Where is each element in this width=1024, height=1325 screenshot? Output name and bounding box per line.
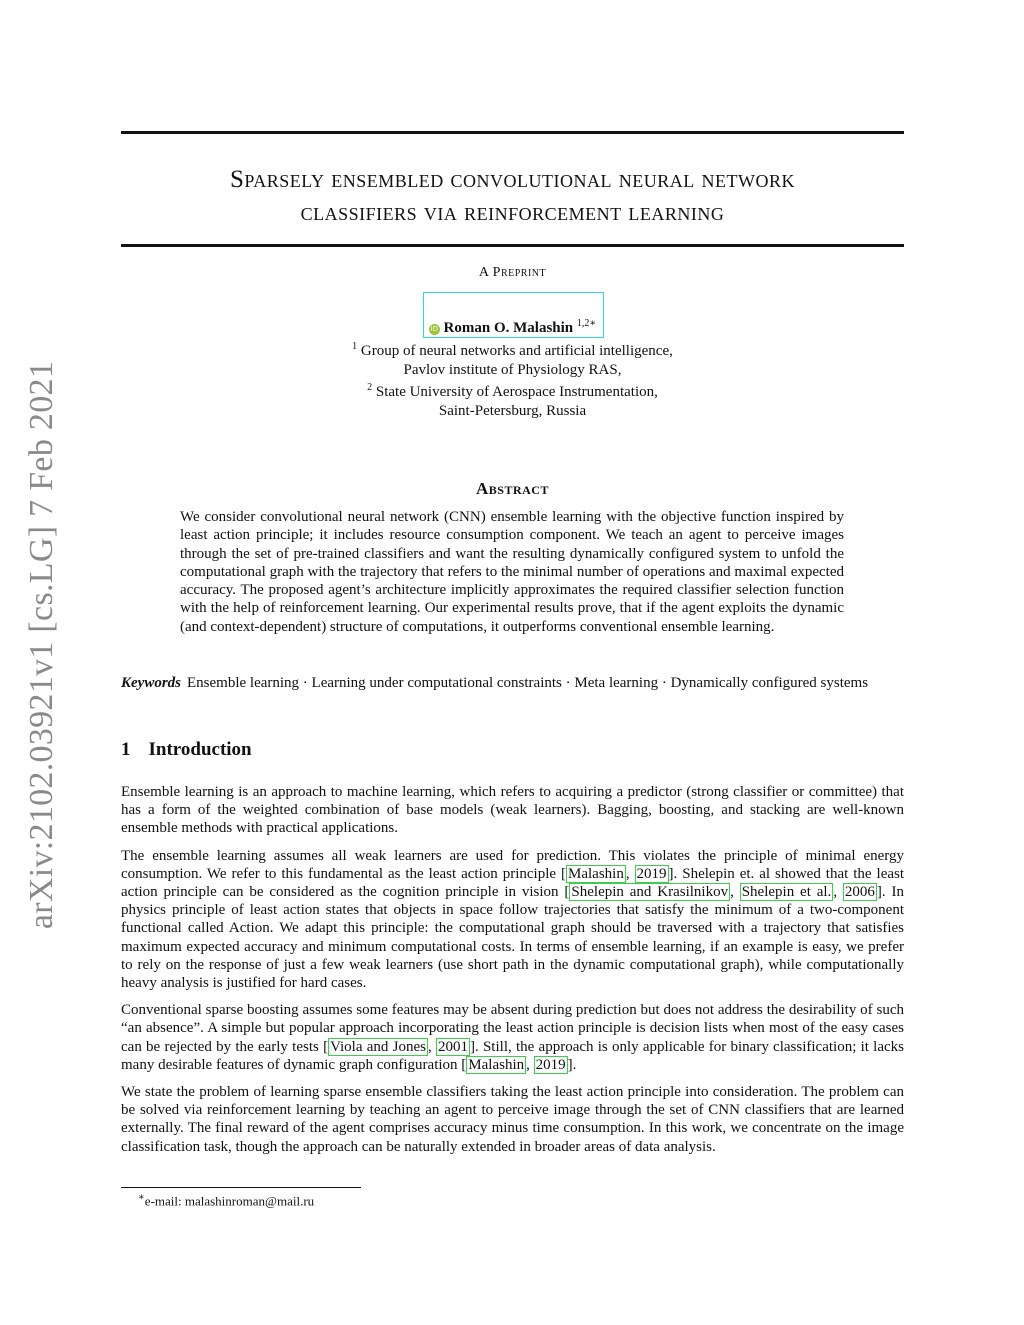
orcid-icon[interactable]: iD bbox=[430, 325, 438, 333]
paragraph: We state the problem of learning sparse ensemble classifiers taking the least action principle into consideration. The problem can be solved via reinforcement learning by teaching an agent to perceive image through the set of CNN classifiers that are learned externally. The final reward of the agent comprises accuracy minus time consumption. In this work, we concentrate on the image classification task, though the approach can be naturally extended in broader areas of data analysis. bbox=[121, 1084, 904, 1155]
author-line bbox=[121, 318, 904, 337]
text-run: ]. bbox=[567, 1056, 577, 1073]
author-affil-marks: 1,2 bbox=[576, 318, 590, 329]
citation-link[interactable]: 2019 bbox=[636, 865, 667, 882]
section-heading bbox=[121, 739, 252, 761]
keywords-text: Ensemble learning · Learning under computational constraints · Meta learning · Dynamically configured systems bbox=[187, 675, 869, 691]
citation-link[interactable]: Malashin bbox=[468, 1056, 525, 1073]
affiliation-text: Group of neural networks and artificial intelligence, bbox=[360, 343, 673, 359]
citation-link[interactable]: 2001 bbox=[437, 1038, 468, 1055]
footnote-rule bbox=[121, 1187, 361, 1188]
affiliation-line bbox=[121, 338, 904, 361]
citation-link[interactable]: 2019 bbox=[535, 1056, 566, 1073]
affiliation-line bbox=[121, 402, 904, 421]
affiliations bbox=[121, 338, 904, 420]
text-run: ]. In physics principle of least action states that objects in space follow trajectories that satisfy the minimum of a two-component functional called Action. We adapt this principle: the computational graph should be traversed with a trajectory that satisfies maximum expected accuracy and minimum computational costs. In terms of ensemble learning, if an example is easy, we prefer to rely on the response of just a few weak learners (use short path in the dynamic computational graph), while computationally heavy analysis is justified for hard cases. bbox=[121, 884, 905, 992]
text-run: The ensemble learning assumes all weak learners are used for prediction. This violates the principle of minimal energy consumption. We refer to this fundamental as the least action principle [ bbox=[121, 847, 904, 882]
text-run: , bbox=[625, 865, 635, 882]
text-run: , bbox=[526, 1056, 534, 1073]
title-top-rule bbox=[121, 131, 904, 134]
affiliation-sup: 2 bbox=[367, 382, 373, 393]
affiliation-text: State University of Aerospace Instrumentation, bbox=[375, 384, 658, 400]
citation-link[interactable]: Shelepin and Krasilnikov bbox=[571, 884, 729, 901]
affiliation-line bbox=[121, 379, 904, 402]
arxiv-id: arXiv:2102.03921v1 [cs.LG] 7 Feb 2021 bbox=[23, 360, 60, 930]
intro-body bbox=[121, 783, 904, 1165]
citation-link[interactable]: 2006 bbox=[844, 884, 875, 901]
citation-link[interactable]: Malashin bbox=[568, 865, 624, 882]
text-run: , bbox=[730, 884, 740, 901]
text-run: ]. Shelepin et. al showed that the least action principle can be considered as the cognition principle in vision [ bbox=[121, 865, 905, 901]
affiliation-text: Saint-Petersburg, Russia bbox=[438, 402, 587, 419]
text-run: , bbox=[833, 884, 843, 901]
title-bottom-rule bbox=[121, 244, 904, 247]
author-footnote-mark[interactable]: ∗ bbox=[589, 318, 597, 329]
citation-link[interactable]: Shelepin et al. bbox=[741, 884, 832, 901]
paper-title bbox=[121, 163, 904, 229]
text-run: ]. Still, the approach is only applicable for binary classification; it lacks many desirable features of dynamic graph configuration [ bbox=[121, 1038, 904, 1073]
keywords bbox=[121, 674, 904, 692]
footnote bbox=[138, 1192, 314, 1209]
affiliation-line bbox=[121, 361, 904, 380]
abstract-text: We consider convolutional neural network (CNN) ensemble learning with the objective function inspired by least action principle; it includes resource consumption component. We teach an agent to perceive images through the set of pre-trained classifiers and want the resulting dynamically configured system to unfold the computational graph with the trajectory that refers to the minimal number of operations and maximal expected accuracy. The proposed agent’s architecture implicitly approximates the required classifier selection function with the help of reinforcement learning. Our experimental results prove, that if the agent exploits the dynamic (and context-dependent) structure of computations, it outperforms conventional ensemble learning. bbox=[180, 509, 844, 635]
preprint-label: A Preprint bbox=[478, 265, 547, 280]
keywords-label: Keywords bbox=[121, 675, 181, 691]
affiliation-sup: 1 bbox=[352, 341, 358, 352]
title-line-1: Sparsely ensembled convolutional neural network bbox=[230, 166, 795, 193]
text-run: Conventional sparse boosting assumes some features may be absent during prediction but does not address the desirability of such “an absence”. A simple but popular approach incorporating the least action principle is decision lists when most of the easy cases can be rejected by the early tests [ bbox=[121, 1002, 904, 1055]
author-name[interactable]: Roman O. Malashin bbox=[443, 320, 574, 336]
paragraph bbox=[121, 847, 904, 993]
section-number: 1 bbox=[121, 739, 131, 760]
section-title: Introduction bbox=[148, 739, 252, 760]
abstract-heading: Abstract bbox=[476, 479, 549, 498]
paragraph bbox=[121, 1001, 904, 1074]
paragraph: Ensemble learning is an approach to machine learning, which refers to acquiring a predictor (strong classifier or committee) that has a form of the weighted combination of base models (weak learners). Bagging, boosting, and stacking are well-known ensemble methods with practical applications. bbox=[121, 784, 904, 837]
affiliation-text: Pavlov institute of Physiology RAS, bbox=[403, 361, 622, 378]
footnote-mark: ∗ bbox=[138, 1192, 145, 1203]
citation-link[interactable]: Viola and Jones bbox=[330, 1038, 426, 1055]
title-line-2: classifiers via reinforcement learning bbox=[300, 199, 725, 226]
text-run: , bbox=[427, 1038, 436, 1055]
footnote-text: e-mail: malashinroman@mail.ru bbox=[144, 1193, 315, 1209]
